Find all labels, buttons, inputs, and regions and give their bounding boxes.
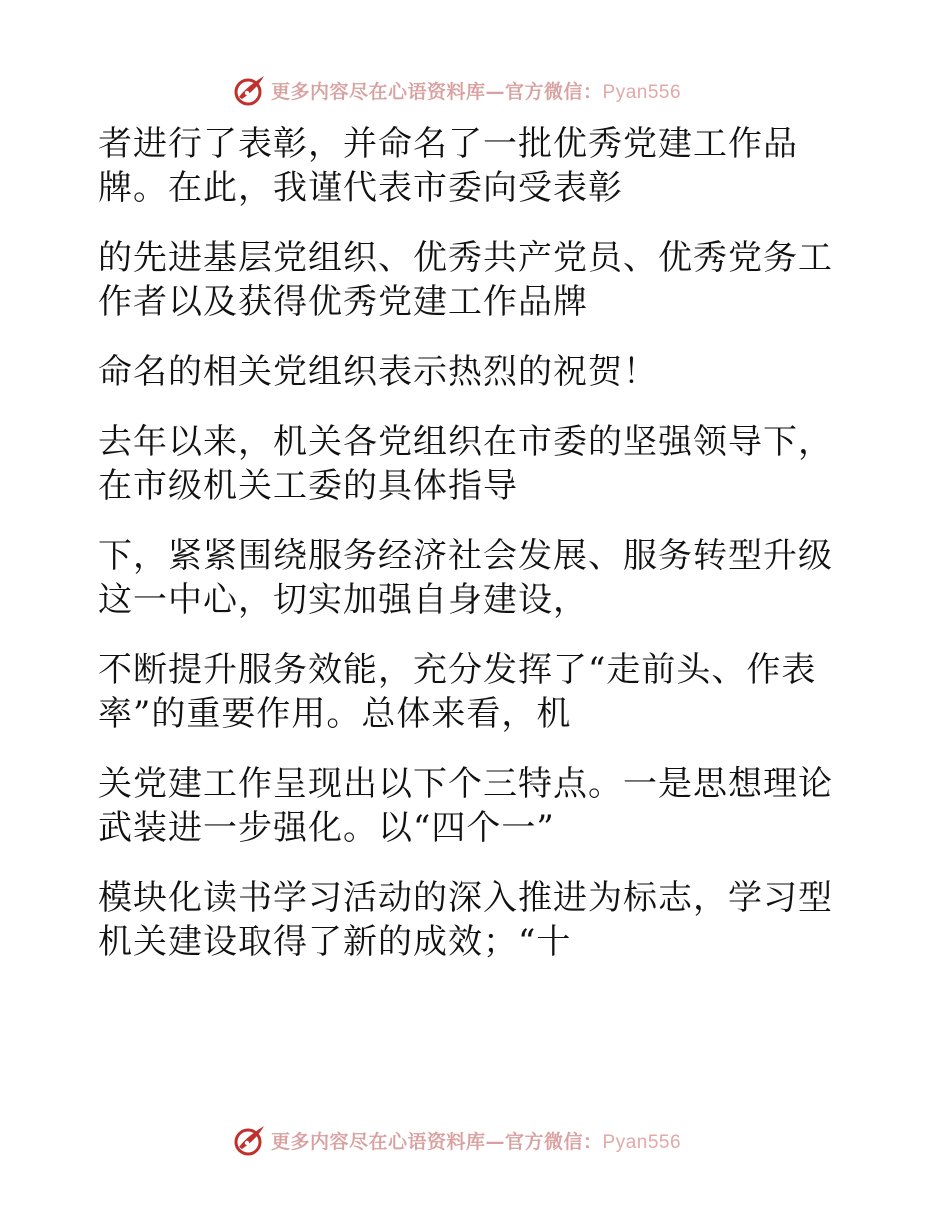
text-line: 这一中心，切实加强自身建设，: [98, 580, 588, 620]
text-line: 模块化读书学习活动的深入推进为标志，学习型: [98, 878, 833, 918]
text-line: 去年以来，机关各党组织在市委的坚强领导下，: [98, 422, 833, 462]
text-line: 者进行了表彰，并命名了一批优秀党建工作品: [98, 124, 798, 164]
text-line: 牌。在此，我谨代表市委向受表彰: [98, 168, 623, 208]
footer-banner: [233, 1120, 681, 1160]
text-line: 在市级机关工委的具体指导: [98, 466, 518, 506]
body-text: [98, 122, 858, 964]
wechat-id: Pyan556: [602, 1131, 682, 1153]
banner-text: 更多内容尽在心语资料库—官方微信：Pyan556: [271, 80, 682, 103]
quill-pen-logo-icon: [233, 73, 267, 107]
banner-text: 更多内容尽在心语资料库—官方微信：Pyan556: [271, 1130, 682, 1153]
text-line: 的先进基层党组织、优秀共产党员、优秀党务工: [98, 238, 833, 278]
text-line: 机关建设取得了新的成效；“十: [98, 922, 572, 962]
text-line: 武装进一步强化。以“四个一”: [98, 808, 555, 848]
text-line: 命名的相关党组织表示热烈的祝贺！: [98, 352, 658, 392]
wechat-id: Pyan556: [602, 81, 682, 103]
text-line: 作者以及获得优秀党建工作品牌: [98, 282, 588, 322]
quill-pen-logo-icon: [233, 1123, 267, 1157]
header-banner: [233, 70, 681, 110]
text-line: 不断提升服务效能，充分发挥了“走前头、作表: [98, 650, 817, 690]
text-line: 率”的重要作用。总体来看，机: [98, 694, 572, 734]
text-line: 下，紧紧围绕服务经济社会发展、服务转型升级: [98, 536, 833, 576]
text-line: 关党建工作呈现出以下个三特点。一是思想理论: [98, 764, 833, 804]
